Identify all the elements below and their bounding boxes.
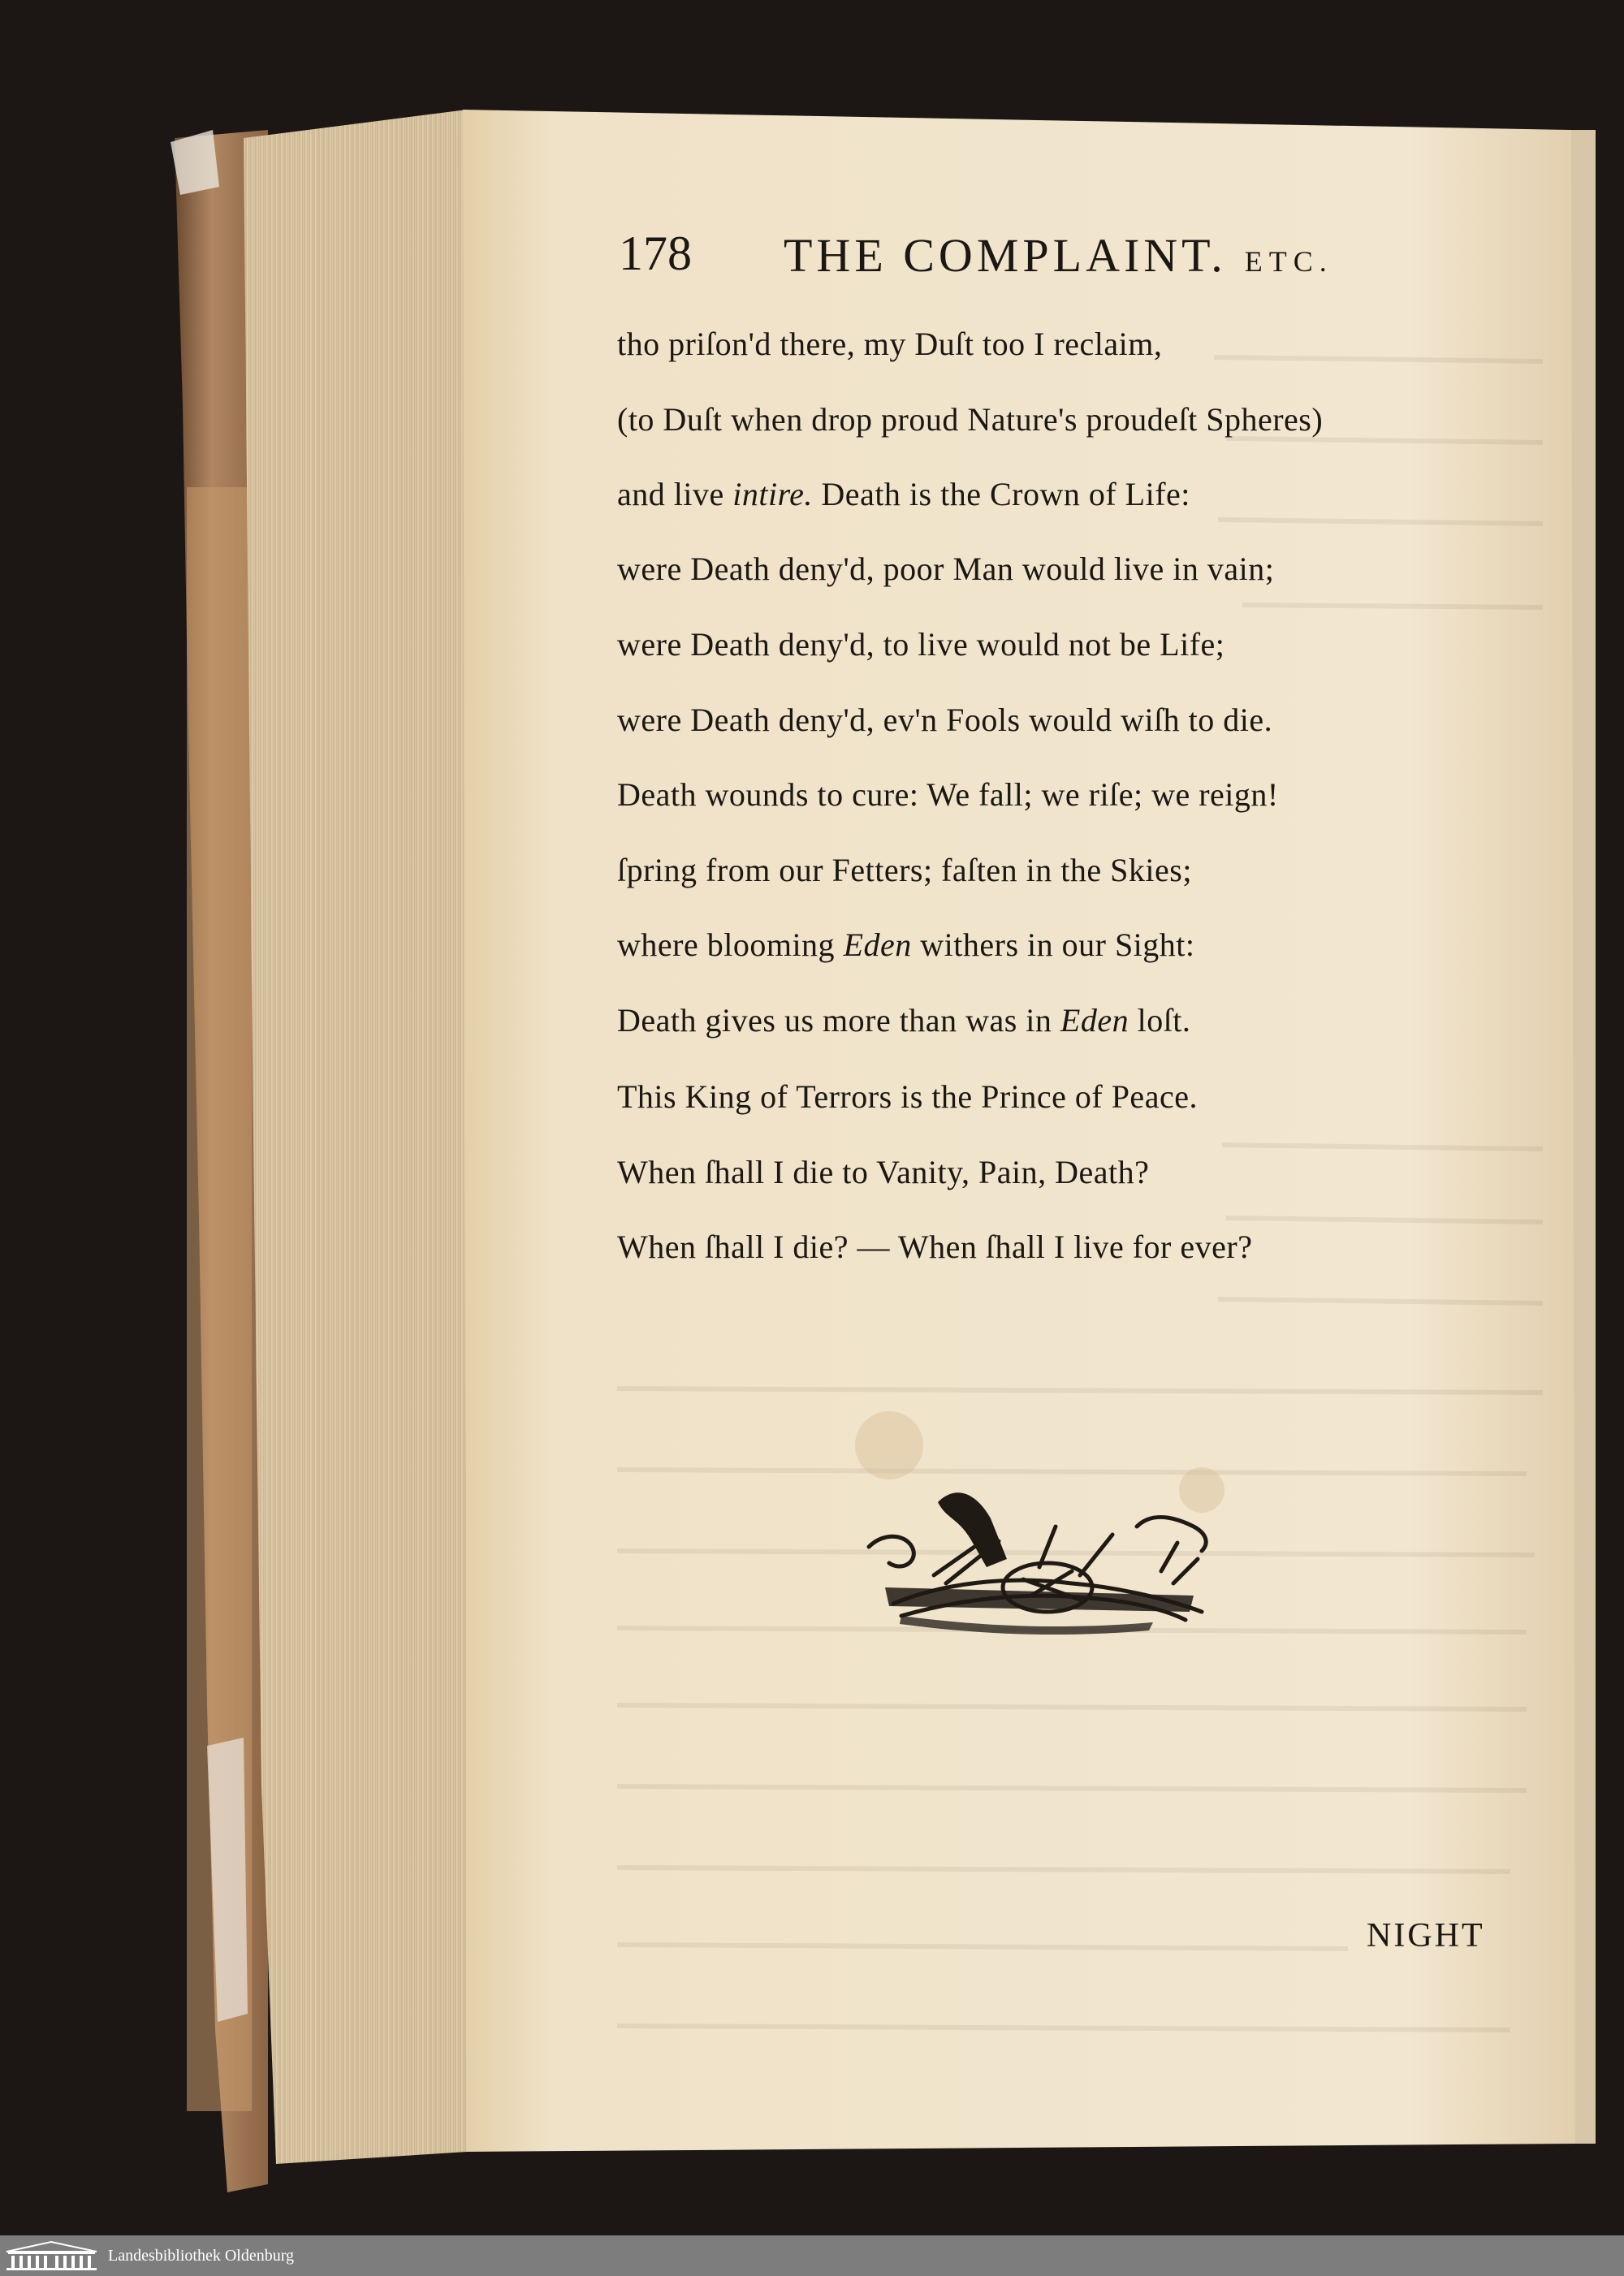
poem-line	[617, 325, 1162, 364]
footer-bar	[0, 2235, 1624, 2276]
line-text: where blooming	[617, 926, 844, 963]
poem-line	[617, 701, 1272, 740]
running-head	[784, 231, 1333, 286]
poem-line	[617, 400, 1323, 439]
poem-line	[617, 1153, 1149, 1192]
line-text: (to Duſt when drop proud Nature's proudeſt Spheres)	[617, 401, 1324, 438]
line-text: were Death deny'd, poor Man would live in vain;	[617, 551, 1275, 587]
line-text: When ſhall I die to Vanity, Pain, Death?	[617, 1154, 1150, 1190]
italic-word: Eden	[1060, 1002, 1129, 1039]
poem-line	[617, 775, 1279, 814]
running-head-title: THE COMPLAINT.	[784, 229, 1227, 282]
line-text: were Death deny'd, to live would not be Life;	[617, 626, 1225, 663]
library-building-icon	[5, 2240, 98, 2271]
running-head-etc: ETC.	[1244, 245, 1333, 278]
line-text: were Death deny'd, ev'n Fools would wiſh to die.	[617, 702, 1273, 738]
poem-line	[617, 550, 1274, 589]
poem-line	[617, 851, 1192, 890]
line-text: Death gives us more than was in	[617, 1002, 1060, 1039]
line-text: Death wounds to cure: We fall; we riſe; we reign!	[617, 776, 1279, 813]
line-text: withers in our Sight:	[911, 926, 1195, 963]
catchword: NIGHT	[1367, 1917, 1485, 1954]
line-text: Death is the Crown of Life:	[812, 476, 1190, 512]
poem-line	[617, 475, 1190, 514]
poem-line	[617, 926, 1195, 965]
poem-line	[617, 1228, 1252, 1267]
poem-line	[617, 1001, 1190, 1040]
line-text: When ſhall I die? — When ſhall I live for ever?	[617, 1229, 1253, 1265]
poem-line	[617, 625, 1224, 664]
library-label: Landesbibliothek Oldenburg	[108, 2247, 295, 2265]
line-text: loſt.	[1129, 1002, 1191, 1039]
line-text: This King of Terrors is the Prince of Peace.	[617, 1078, 1198, 1115]
italic-word: Eden	[843, 926, 912, 963]
line-text: and live	[617, 476, 733, 512]
italic-word: intire.	[732, 476, 813, 512]
line-text: ſpring from our Fetters; faſten in the Skies;	[617, 852, 1192, 888]
poem-line	[617, 1078, 1198, 1116]
line-text: tho priſon'd there, my Duſt too I reclaim,	[617, 326, 1163, 362]
page-number: 178	[619, 227, 692, 280]
